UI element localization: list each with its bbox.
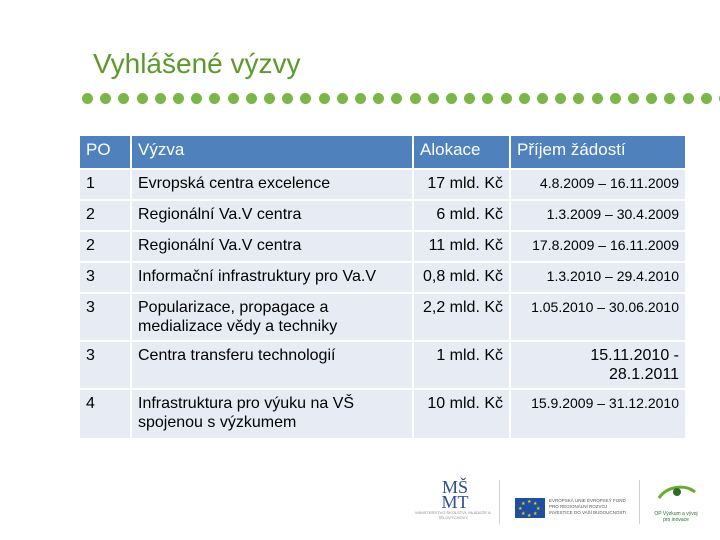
- divider-dot: [209, 93, 220, 104]
- table-row: [80, 341, 685, 389]
- cell-po: 1: [80, 169, 131, 200]
- divider-dot: [646, 93, 657, 104]
- cell-prijem: 1.05.2010 – 30.06.2010: [510, 293, 685, 341]
- divider-dot: [137, 93, 148, 104]
- divider-dot: [701, 93, 712, 104]
- divider-dot: [391, 93, 402, 104]
- divider-dot: [592, 93, 603, 104]
- divider-dot: [410, 93, 421, 104]
- divider-dot: [555, 93, 566, 104]
- cell-prijem: 17.8.2009 – 16.11.2009: [510, 231, 685, 262]
- divider-dot: [300, 93, 311, 104]
- table-row: [80, 231, 685, 262]
- cell-alokace: 17 mld. Kč: [413, 169, 510, 200]
- logo-divider: [499, 480, 500, 524]
- msmt-logo: [415, 478, 491, 526]
- cell-po: 3: [80, 262, 131, 293]
- cell-prijem: 15.11.2010 - 28.1.2011: [510, 341, 685, 389]
- table-row: [80, 262, 685, 293]
- divider-dot: [683, 93, 694, 104]
- divider-dot: [355, 93, 366, 104]
- slide-title: Vyhlášené výzvy: [93, 48, 301, 79]
- table-row: [80, 200, 685, 231]
- divider-dot: [482, 93, 493, 104]
- cell-vyzva: Evropská centra excelence: [131, 169, 413, 200]
- header-prijem: Příjem žádostí: [510, 136, 685, 169]
- cell-alokace: 6 mld. Kč: [413, 200, 510, 231]
- divider-dot: [664, 93, 675, 104]
- divider-dot: [173, 93, 184, 104]
- header-vyzva: Výzva: [131, 136, 413, 169]
- divider-dot: [319, 93, 330, 104]
- header-po: PO: [80, 136, 131, 169]
- cell-vyzva: Informační infrastruktury pro Va.V: [131, 262, 413, 293]
- divider-dot: [501, 93, 512, 104]
- msmt-logo-text: MINISTERSTVO ŠKOLSTVÍ, MLÁDEŽE A TĚLOVÝCHOVY: [415, 510, 491, 520]
- msmt-logo-mark: MŠ MT: [441, 477, 469, 512]
- table-row: [80, 169, 685, 200]
- op-swoosh-icon: [653, 482, 699, 506]
- cell-po: 2: [80, 231, 131, 262]
- table-header-row: [80, 136, 685, 169]
- divider-dot: [246, 93, 257, 104]
- divider-dot: [446, 93, 457, 104]
- cell-vyzva: Regionální Va.V centra: [131, 200, 413, 231]
- eu-fund-text: EVROPSKÁ UNIE EVROPSKÝ FOND PRO REGIONÁLNÍ ROZVOJ INVESTICE DO VAŠÍ BUDOUCNOSTI: [549, 498, 627, 515]
- divider-dot: [573, 93, 584, 104]
- divider-dot: [519, 93, 530, 104]
- divider-dot: [82, 93, 93, 104]
- divider-dot: [118, 93, 129, 104]
- cell-prijem: 15.9.2009 – 31.12.2010: [510, 389, 685, 438]
- divider-dot: [628, 93, 639, 104]
- cell-alokace: 2,2 mld. Kč: [413, 293, 510, 341]
- divider-dot: [537, 93, 548, 104]
- cell-prijem: 1.3.2009 – 30.4.2009: [510, 200, 685, 231]
- divider-dot: [373, 93, 384, 104]
- cell-po: 3: [80, 293, 131, 341]
- logo-divider: [639, 480, 640, 524]
- footer-logos: [415, 478, 715, 538]
- op-vavpi-logo: [653, 482, 699, 524]
- header-alokace: Alokace: [413, 136, 510, 169]
- divider-dot: [337, 93, 348, 104]
- divider-dot: [428, 93, 439, 104]
- calls-table: [80, 136, 685, 438]
- op-logo-text: OP Výzkum a vývoj pro inovace: [654, 511, 698, 523]
- divider-dot: [610, 93, 621, 104]
- cell-po: 4: [80, 389, 131, 438]
- divider-dot: [100, 93, 111, 104]
- table-row: [80, 293, 685, 341]
- dotted-divider: [82, 92, 720, 106]
- cell-alokace: 11 mld. Kč: [413, 231, 510, 262]
- divider-dot: [228, 93, 239, 104]
- divider-dot: [191, 93, 202, 104]
- divider-dot: [282, 93, 293, 104]
- divider-dot: [155, 93, 166, 104]
- divider-dot: [464, 93, 475, 104]
- cell-prijem: 1.3.2010 – 29.4.2010: [510, 262, 685, 293]
- cell-vyzva: Centra transferu technologií: [131, 341, 413, 389]
- divider-dot: [264, 93, 275, 104]
- table-row: [80, 389, 685, 438]
- cell-alokace: 0,8 mld. Kč: [413, 262, 510, 293]
- cell-vyzva: Regionální Va.V centra: [131, 231, 413, 262]
- cell-vyzva: Popularizace, propagace a medializace vědy a techniky: [131, 293, 413, 341]
- cell-alokace: 10 mld. Kč: [413, 389, 510, 438]
- cell-po: 3: [80, 341, 131, 389]
- cell-prijem: 4.8.2009 – 16.11.2009: [510, 169, 685, 200]
- eu-flag-icon: ★ ★ ★ ★ ★ ★ ★ ★: [515, 498, 545, 518]
- cell-alokace: 1 mld. Kč: [413, 341, 510, 389]
- cell-vyzva: Infrastruktura pro výuku na VŠ spojenou s výzkumem: [131, 389, 413, 438]
- cell-po: 2: [80, 200, 131, 231]
